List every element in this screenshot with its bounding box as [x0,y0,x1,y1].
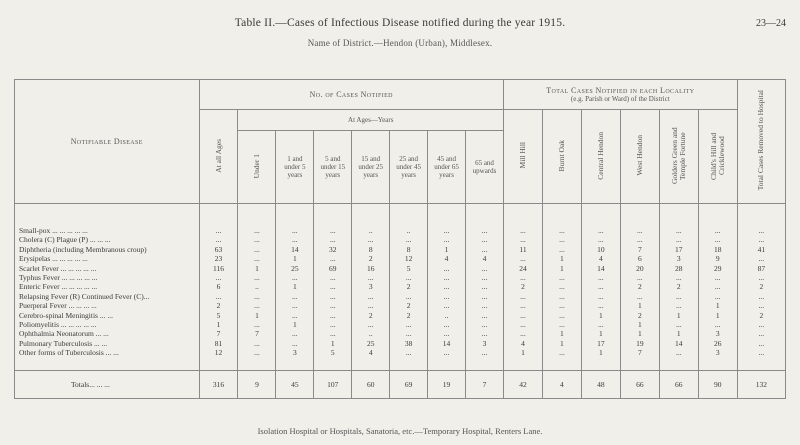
case-count-cell: ... [276,301,314,310]
header-locality-3 [620,110,659,204]
disease-name: Diphtheria (including Membranous croup) [15,245,200,254]
case-count-cell: 1 [276,254,314,263]
header-age-6 [466,131,504,204]
case-count-cell: 1 [542,254,581,263]
case-count-cell: 1 [276,282,314,291]
case-count-cell: ... [737,339,785,348]
case-count-cell: ... [199,235,238,244]
case-count-cell: ... [698,282,737,291]
case-count-cell: 26 [698,339,737,348]
case-count-cell: 20 [620,264,659,273]
case-count-cell: 2 [620,282,659,291]
case-count-cell: 5 [390,264,428,273]
case-count-cell: ... [542,301,581,310]
disease-name: Ophthalmia Neonatorum ... ... [15,329,200,338]
case-count-cell: ... [314,254,352,263]
header-age-5 [428,131,466,204]
case-count-cell: 2 [390,301,428,310]
case-count-cell: .. [352,226,390,235]
case-count-cell: 4 [581,254,620,263]
case-count-cell: 2 [620,311,659,320]
case-count-cell: 63 [199,245,238,254]
case-count-cell: ... [466,348,504,359]
case-count-cell: ... [659,301,698,310]
header-age-label: 65 and upwards [472,159,497,175]
case-count-cell: ... [737,273,785,282]
case-count-cell: ... [581,273,620,282]
case-count-cell: 7 [199,329,238,338]
case-count-cell: 10 [581,245,620,254]
case-count-cell: 19 [620,339,659,348]
header-locality-5 [698,110,737,204]
header-all-ages [199,110,238,204]
case-count-cell: 12 [199,348,238,359]
disease-name: Poliomyelitis ... ... ... ... ... [15,320,200,329]
case-count-cell: ... [428,348,466,359]
case-count-cell: 1 [581,329,620,338]
case-count-cell: ... [428,320,466,329]
case-count-cell: ... [314,329,352,338]
case-count-cell: ... [542,320,581,329]
case-count-cell: ... [698,292,737,301]
header-locality-1 [542,110,581,204]
header-age-label: 5 and under 15 years [320,155,346,179]
case-count-cell: ... [503,235,542,244]
case-count-cell: 5 [314,348,352,359]
case-count-cell: 69 [390,370,428,398]
case-count-cell: ... [503,226,542,235]
case-count-cell: ... [503,254,542,263]
case-count-cell: 24 [503,264,542,273]
case-count-cell: ... [466,273,504,282]
case-count-cell: .. [390,226,428,235]
case-count-cell: ... [659,235,698,244]
case-count-cell: ... [428,226,466,235]
case-count-cell: ... [466,235,504,244]
header-locality-label: West Hendon [634,135,644,176]
case-count-cell: ... [581,301,620,310]
case-count-cell: 2 [352,254,390,263]
case-count-cell: 29 [698,264,737,273]
header-locality-subtitle: (e.g. Parish or Ward) of the District [570,94,670,103]
case-count-cell: ... [581,292,620,301]
case-count-cell: ... [737,348,785,359]
case-count-cell: ... [314,273,352,282]
case-count-cell: 1 [314,339,352,348]
disease-name: Cholera (C) Plague (P) ... ... ... [15,235,200,244]
case-count-cell: ... [659,273,698,282]
case-count-cell: 12 [390,254,428,263]
case-count-cell: ... [542,245,581,254]
disease-name: Relapsing Fever (R) Continued Fever (C)... [15,292,200,301]
case-count-cell: 32 [314,245,352,254]
case-count-cell: ... [238,273,276,282]
table-row [15,245,786,254]
header-locality-label: Mill Hill [517,142,527,169]
case-count-cell: 132 [737,370,785,398]
case-count-cell: ... [542,235,581,244]
case-count-cell: 6 [199,282,238,291]
case-count-cell: 81 [199,339,238,348]
case-count-cell: ... [276,292,314,301]
case-count-cell: ... [352,235,390,244]
case-count-cell: 4 [428,254,466,263]
case-count-cell: ... [466,292,504,301]
case-count-cell: ... [698,235,737,244]
case-count-cell: ... [238,226,276,235]
case-count-cell: 3 [276,348,314,359]
case-count-cell: 4 [503,339,542,348]
header-locality-2 [581,110,620,204]
case-count-cell: ... [659,320,698,329]
case-count-cell: ... [199,292,238,301]
case-count-cell: 2 [503,282,542,291]
case-count-cell: ... [581,226,620,235]
case-count-cell: ... [737,329,785,338]
top-spacer-row [15,204,786,227]
case-count-cell: 1 [542,339,581,348]
case-count-cell: 116 [199,264,238,273]
case-count-cell: ... [238,254,276,263]
case-count-cell: ... [581,235,620,244]
page-number: 23—24 [756,18,786,29]
case-count-cell: ... [390,329,428,338]
case-count-cell: 25 [276,264,314,273]
case-count-cell: ... [737,301,785,310]
case-count-cell: ... [314,282,352,291]
case-count-cell: 5 [199,311,238,320]
case-count-cell: ... [620,292,659,301]
case-count-cell: ... [314,311,352,320]
case-count-cell: ... [542,273,581,282]
case-count-cell: ... [314,301,352,310]
case-count-cell: 3 [698,329,737,338]
disease-name: Scarlet Fever ... ... ... ... ... [15,264,200,273]
case-count-cell: ... [390,235,428,244]
case-count-cell: ... [503,329,542,338]
case-count-cell: ... [466,264,504,273]
header-all-ages-label: At all Ages [213,138,223,173]
case-count-cell: 14 [428,339,466,348]
case-count-cell: .. [352,329,390,338]
header-locality-title: Total Cases Notified in each Locality [546,85,695,95]
case-count-cell: ... [428,329,466,338]
case-count-cell: ... [352,320,390,329]
case-count-cell: 2 [390,282,428,291]
case-count-cell: ... [428,301,466,310]
infectious-disease-table [14,79,786,399]
case-count-cell: 107 [314,370,352,398]
case-count-cell: ... [581,282,620,291]
case-count-cell: ... [542,292,581,301]
totals-row [15,370,786,398]
case-count-cell: ... [503,273,542,282]
header-locality-label: Burnt Oak [556,139,566,172]
case-count-cell: 2 [659,282,698,291]
case-count-cell: 28 [659,264,698,273]
header-locality-0 [503,110,542,204]
case-count-cell: .. [428,311,466,320]
table-body [15,204,786,399]
header-age-label: 25 and under 45 years [396,155,421,179]
header-age-label: Under 1 [251,153,261,179]
case-count-cell: ... [428,264,466,273]
table-row [15,254,786,263]
case-count-cell: 17 [659,245,698,254]
case-count-cell: ... [238,292,276,301]
case-count-cell: 8 [352,245,390,254]
header-age-label: 15 and under 25 years [358,155,384,179]
header-cases-notified: No. of Cases Notified [199,80,503,110]
disease-name: Erysipelas ... ... ... ... ... [15,254,200,263]
case-count-cell: ... [314,320,352,329]
case-count-cell: 1 [428,245,466,254]
table-row [15,301,786,310]
case-count-cell: 1 [698,301,737,310]
case-count-cell: 66 [620,370,659,398]
table-row [15,339,786,348]
case-count-cell: 2 [737,282,785,291]
case-count-cell: 11 [503,245,542,254]
table-row [15,329,786,338]
case-count-cell: 60 [352,370,390,398]
case-count-cell: 8 [390,245,428,254]
case-count-cell: ... [698,320,737,329]
case-count-cell: 45 [276,370,314,398]
case-count-cell: 7 [466,370,504,398]
case-count-cell: 9 [238,370,276,398]
header-locality [503,80,737,110]
disease-name: Other forms of Tuberculosis ... ... [15,348,200,359]
case-count-cell: 2 [390,311,428,320]
case-count-cell: ... [466,329,504,338]
header-age-3 [352,131,390,204]
case-count-cell: ... [352,273,390,282]
case-count-cell: 6 [620,254,659,263]
case-count-cell: 1 [581,311,620,320]
case-count-cell: ... [314,226,352,235]
table-row [15,226,786,235]
case-count-cell: ... [238,235,276,244]
case-count-cell: 69 [314,264,352,273]
case-count-cell: 66 [659,370,698,398]
case-count-cell: 1 [659,329,698,338]
header-age-label: 45 and under 65 years [434,155,459,179]
case-count-cell: 48 [581,370,620,398]
case-count-cell: ... [390,273,428,282]
case-count-cell: ... [620,235,659,244]
disease-name: Small-pox ... ... ... ... ... [15,226,200,235]
case-count-cell: ... [659,226,698,235]
table-row [15,273,786,282]
table-title: Table II.—Cases of Infectious Disease notified during the year 1915. [234,17,566,29]
case-count-cell: 1 [238,311,276,320]
case-count-cell: ... [276,339,314,348]
case-count-cell: ... [737,320,785,329]
case-count-cell: ... [352,292,390,301]
table-row [15,348,786,359]
header-locality-label: Golders Green and Temple Fortune [669,127,687,184]
table-row [15,282,786,291]
case-count-cell: ... [276,311,314,320]
disease-name: Cerebro-spinal Meningitis ... ... [15,311,200,320]
case-count-cell: 41 [737,245,785,254]
case-count-cell: ... [737,226,785,235]
case-count-cell: 87 [737,264,785,273]
case-count-cell: ... [698,273,737,282]
case-count-cell: ... [503,301,542,310]
header-age-0 [238,131,276,204]
case-count-cell: ... [276,329,314,338]
table-row [15,264,786,273]
disease-name: Puerperal Fever ... ... ... ... [15,301,200,310]
case-count-cell: 3 [659,254,698,263]
case-count-cell: 14 [581,264,620,273]
case-count-cell: ... [542,311,581,320]
case-count-cell: 3 [352,282,390,291]
case-count-cell: 23 [199,254,238,263]
case-count-cell: 16 [352,264,390,273]
case-count-cell: ... [238,301,276,310]
case-count-cell: 18 [698,245,737,254]
case-count-cell: ... [466,226,504,235]
case-count-cell: 3 [698,348,737,359]
case-count-cell: 2 [737,311,785,320]
case-count-cell: ... [503,320,542,329]
case-count-cell: ... [276,235,314,244]
case-count-cell: 4 [466,254,504,263]
case-count-cell: 1 [238,264,276,273]
header-locality-label: Child's Hill and Cricklewood [708,131,726,180]
case-count-cell: ... [238,320,276,329]
case-count-cell: ... [466,301,504,310]
header-age-label: 1 and under 5 years [284,155,306,179]
header-at-ages: At Ages—Years [238,110,504,131]
case-count-cell: 316 [199,370,238,398]
table-row [15,311,786,320]
case-count-cell: 2 [199,301,238,310]
case-count-cell: ... [314,235,352,244]
disease-name: Pulmonary Tuberculosis ... ... [15,339,200,348]
case-count-cell: ... [199,273,238,282]
case-count-cell: 1 [620,301,659,310]
case-count-cell: 42 [503,370,542,398]
case-count-cell: 1 [581,348,620,359]
table-row [15,320,786,329]
header-age-2 [314,131,352,204]
header-removed-label: Total Cases Removed to Hospital [756,90,766,191]
disease-name: Typhus Fever ... ... ... ... ... [15,273,200,282]
case-count-cell: 38 [390,339,428,348]
case-count-cell: ... [428,273,466,282]
header-age-1 [276,131,314,204]
case-count-cell: ... [503,311,542,320]
case-count-cell: ... [659,292,698,301]
case-count-cell: ... [390,320,428,329]
case-count-cell: 1 [659,311,698,320]
case-count-cell: ... [466,320,504,329]
header-locality-4 [659,110,698,204]
case-count-cell: ... [620,226,659,235]
case-count-cell: ... [620,273,659,282]
case-count-cell: ... [542,348,581,359]
case-count-cell: ... [238,339,276,348]
bottom-spacer-row [15,360,786,371]
disease-name: Enteric Fever ... ... ... ... ... [15,282,200,291]
case-count-cell: 14 [276,245,314,254]
case-count-cell: 1 [276,320,314,329]
case-count-cell: 4 [542,370,581,398]
case-count-cell: ... [276,273,314,282]
header-age-4 [390,131,428,204]
table-row [15,292,786,301]
case-count-cell: 90 [698,370,737,398]
header-removed-to-hospital [737,80,785,204]
case-count-cell: ... [659,348,698,359]
case-count-cell: ... [352,301,390,310]
case-count-cell: 1 [698,311,737,320]
case-count-cell: ... [466,311,504,320]
case-count-cell: ... [390,292,428,301]
case-count-cell: 4 [352,348,390,359]
case-count-cell: 1 [620,329,659,338]
case-count-cell: 1 [542,329,581,338]
case-count-cell: 7 [620,245,659,254]
case-count-cell: ... [581,320,620,329]
case-count-cell: ... [238,245,276,254]
case-count-cell: ... [466,245,504,254]
case-count-cell: .. [238,282,276,291]
case-count-cell: ... [737,254,785,263]
case-count-cell: 1 [503,348,542,359]
case-count-cell: ... [698,226,737,235]
case-count-cell: ... [428,292,466,301]
case-count-cell: ... [428,282,466,291]
district-name: Name of District.—Hendon (Urban), Middlesex. [307,38,493,48]
case-count-cell: ... [314,292,352,301]
case-count-cell: 3 [466,339,504,348]
case-count-cell: ... [737,235,785,244]
case-count-cell: 19 [428,370,466,398]
case-count-cell: ... [428,235,466,244]
case-count-cell: 1 [620,320,659,329]
case-count-cell: ... [737,292,785,301]
case-count-cell: 9 [698,254,737,263]
header-notifiable-disease: Notifiable Disease [15,80,200,204]
case-count-cell: ... [238,348,276,359]
case-count-cell: 17 [581,339,620,348]
case-count-cell: 7 [238,329,276,338]
case-count-cell: 1 [542,264,581,273]
case-count-cell: ... [542,226,581,235]
case-count-cell: ... [390,348,428,359]
case-count-cell: ... [503,292,542,301]
header-locality-label: Central Hendon [595,131,605,180]
table-row [15,235,786,244]
case-count-cell: ... [542,282,581,291]
case-count-cell: 14 [659,339,698,348]
case-count-cell: 1 [199,320,238,329]
case-count-cell: 7 [620,348,659,359]
case-count-cell: 2 [352,311,390,320]
isolation-hospital-note: Isolation Hospital or Hospitals, Sanatoria, etc.—Temporary Hospital, Renters Lane. [257,426,543,436]
case-count-cell: 25 [352,339,390,348]
case-count-cell: ... [199,226,238,235]
case-count-cell: ... [466,282,504,291]
disease-name: Totals... ... ... [15,370,200,398]
case-count-cell: ... [276,226,314,235]
